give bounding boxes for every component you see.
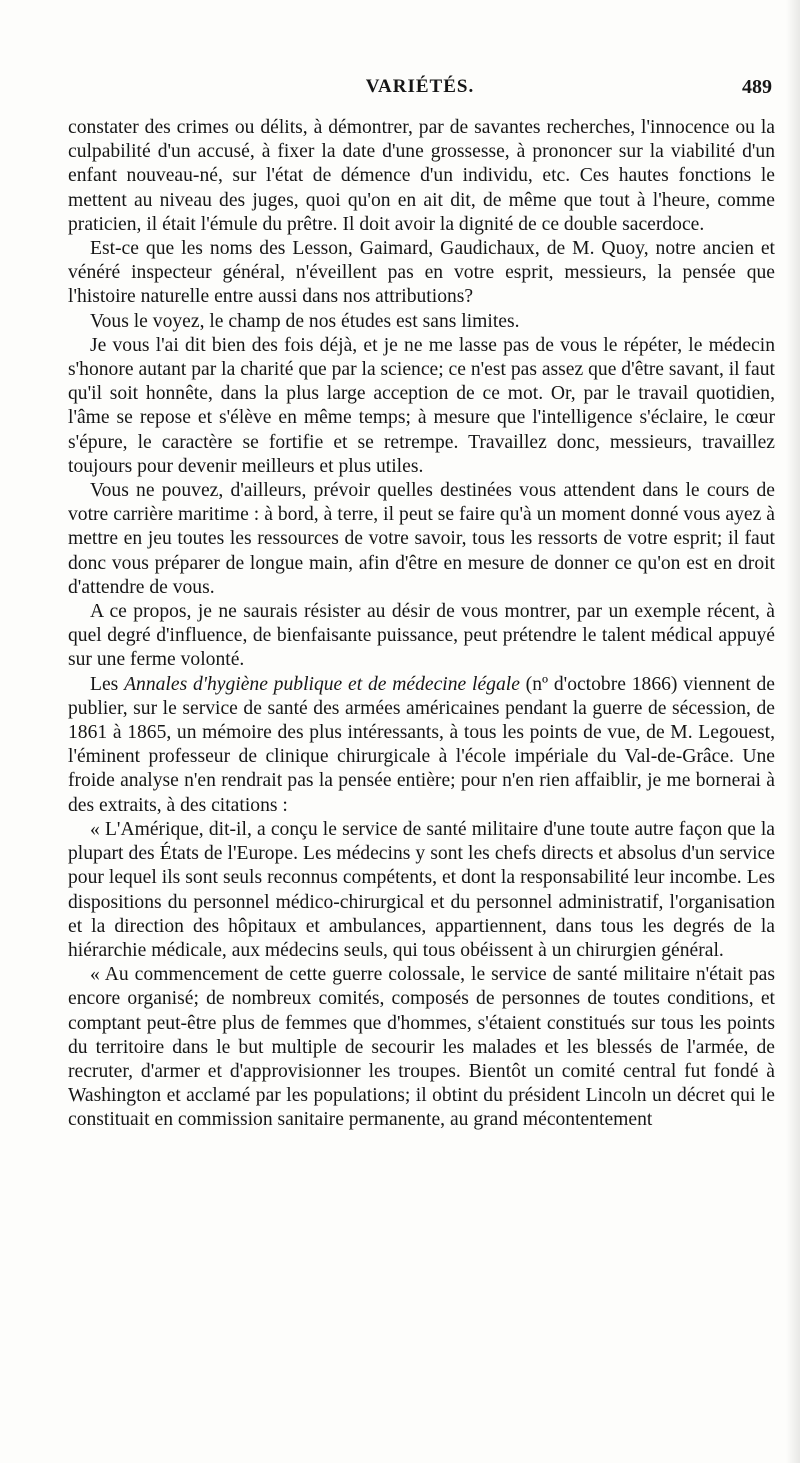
page-number: 489 <box>742 76 772 98</box>
paragraph-maritime-career: Vous ne pouvez, d'ailleurs, prévoir quelles destinées vous attendent dans le cours de votre carrière maritime : à bord, à terre, il peut se faire qu'à un moment donné vous ayez à mettre en jeu toutes les ressources de votre savoir, tous les ressorts de votre esprit; il faut donc vous préparer de longue main, afin d'être en mesure de donner ce qu'on est en droit d'attendre de vous. <box>68 480 775 598</box>
paragraph-recent-example: A ce propos, je ne saurais résister au désir de vous montrer, par un exemple récent, à quel degré d'influence, de bienfaisante puissance, peut prétendre le talent médical appuyé sur une ferme volonté. <box>68 601 775 671</box>
paragraph-charity-science: Je vous l'ai dit bien des fois déjà, et je ne me lasse pas de vous le répéter, le médecin s'honore autant par la charité que par la science; ce n'est pas assez que d'être savant, il faut qu'il soit honnête, dans la plus large acception de ce mot. Or, par le travail quotidien, l'âme se repose et s'élève en même temps; à mesure que l'intelligence s'éclaire, le cœur s'épure, le caractère se fortifie et se retrempe. Travaillez donc, messieurs, travaillez toujours pour devenir meilleurs et plus utiles. <box>68 334 775 477</box>
body-text <box>68 116 775 1133</box>
annales-after: (nº d'octobre 1866) viennent de publier, sur le service de santé des armées américaines pendant la guerre de sécession, de 1861 à 1865, un mémoire des plus intéressants, à tous les points de vue, de M. Legouest, l'éminent professeur de clinique chirurgicale à l'école impériale du Val-de-Grâce. Une froide analyse n'en rendrait pas la pensée entière; pour n'en rien affaiblir, je me bornerai à des extraits, à des citations : <box>68 673 775 816</box>
page-header <box>68 76 772 102</box>
running-title: VARIÉTÉS. <box>365 76 475 97</box>
paragraph-annales <box>68 673 775 818</box>
paragraph-field-of-study: Vous le voyez, le champ de nos études est sans limites. <box>90 310 520 332</box>
paragraph-continuation: constater des crimes ou délits, à démontrer, par de savantes recherches, l'innocence ou la culpabilité d'un accusé, à fixer la date d'une grossesse, à prononcer sur la viabilité d'un enfant nouveau-né, sur l'état de démence d'un individu, etc. Ces hautes fonctions le mettent au niveau des juges, quoi qu'on en ait dit, de même que tout à l'heure, comme praticien, il était l'émule du prêtre. Il doit avoir la dignité de ce double sacerdoce. <box>68 117 775 235</box>
page-edge-shadow <box>786 0 800 1463</box>
paragraph-naturalists: Est-ce que les noms des Lesson, Gaimard, Gaudichaux, de M. Quoy, notre ancien et vénéré inspecteur général, n'éveillent pas en votre esprit, messieurs, la pensée que l'histoire naturelle entre aussi dans nos attributions? <box>68 238 775 308</box>
annales-before: Les <box>90 673 125 695</box>
quote-paragraph: « Au commencement de cette guerre colossale, le service de santé militaire n'était pas encore organisé; de nombreux comités, composés de personnes de toutes conditions, et comptant peut-être plus de femmes que d'hommes, s'étaient constitués sur tous les points du territoire dans le but multiple de secourir les malades et les blessés de l'armée, de recruter, d'armer et d'approvisionner les troupes. Bientôt un comité central fut fondé à Washington et acclamé par les populations; il obtint du président Lincoln un décret qui le constituait en commission sanitaire permanente, au grand mécontentement <box>68 964 775 1131</box>
journal-title: Annales d'hygiène publique et de médecine légale <box>124 673 520 695</box>
quote-paragraph: « L'Amérique, dit-il, a conçu le service de santé militaire d'une toute autre façon que la plupart des États de l'Europe. Les médecins y sont les chefs directs et absolus d'un service pour lequel ils sont seuls reconnus compétents, et dont la responsabilité leur incombe. Les dispositions du personnel médico-chirurgical et du personnel administratif, l'organisation et la direction des hôpitaux et ambulances, appartiennent, dans tous les degrés de la hiérarchie médicale, aux médecins seuls, qui tous obéissent à un chirurgien général. <box>68 818 775 961</box>
